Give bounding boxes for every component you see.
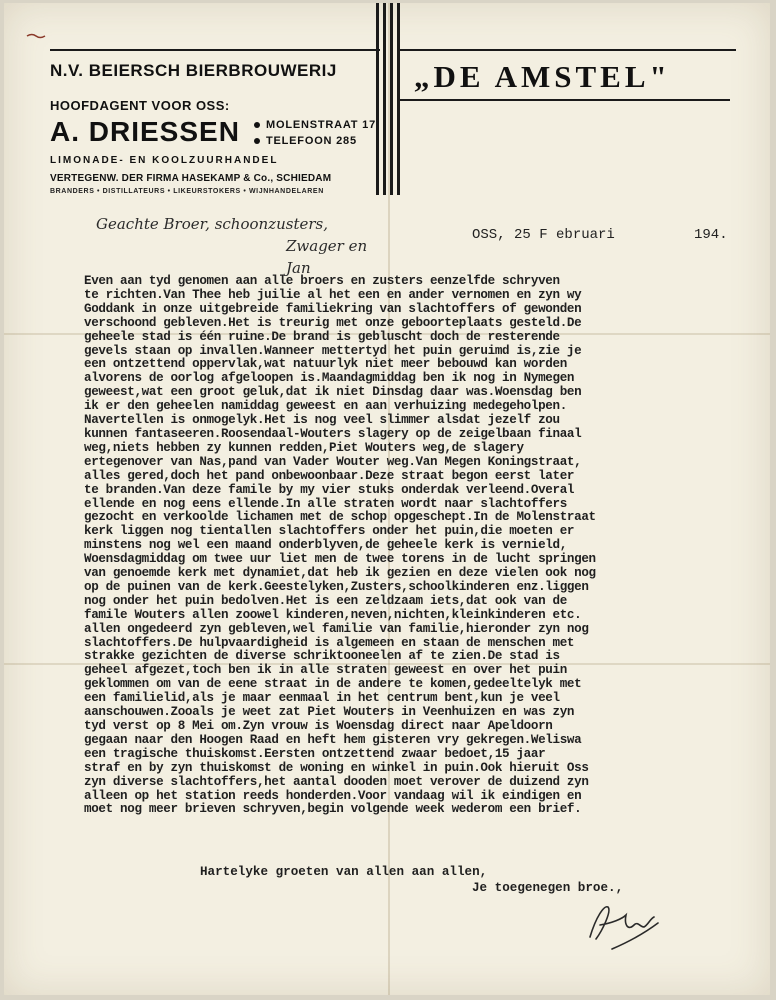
phone-text: TELEFOON 285 [266,135,357,147]
salutation [96,213,376,279]
brand-name: „DE AMSTEL" [414,59,671,94]
body-line: een familielid,als je maar eenmaal in het centrum bent,kun je veel [84,691,560,706]
trade-line: LIMONADE- EN KOOLZUURHANDEL [50,155,279,166]
letter-body [84,275,734,817]
representative-line: VERTEGENW. DER FIRMA HASEKAMP & Co., SCHIEDAM [50,173,332,184]
body-line: een tragische thuiskomst.Eersten ontzettend zwaar bedoet,15 jaar [84,746,546,761]
body-line: alvorens de oorlog afgeloopen is.Maandagmiddag ben ik nog in Nymegen [84,371,575,386]
body-line: alleen op het station reeds honderden.Voor vandaag wil ik eindigen en [84,788,582,803]
body-line: famile Wouters allen zoowel kinderen,neven,nichten,kleinkinderen etc. [84,607,582,622]
letter-sheet [4,3,770,995]
body-line: geheele stad is één ruine.De brand is gebluscht doch de resterende [84,329,560,344]
body-line: nog onder het puin bedolven.Het is een zeldzaam iets,dat ook van de [84,593,567,608]
body-line: strakke gezichten de diverse schriktooneelen af te zien.De stad is [84,649,560,664]
agent-name: A. DRIESSEN [50,116,240,147]
body-line: ik er den geheelen namiddag geweest en aan verhuizing medegeholpen. [84,399,567,414]
body-line: straf en by zyn thuiskomst de woning en winkel in puin.Ook hieruit Oss [84,760,589,775]
ink-mark-icon [26,33,46,39]
body-line: op de puinen van de kerk.Geestelyken,Zusters,schoolkinderen enz.liggen [84,579,589,594]
body-line: Navertellen is onmogelyk.Het is nog veel slimmer alsdat jezelf zou [84,413,560,428]
handwritten-signature [582,897,662,957]
body-line: geweest,wat een groot geluk,dat ik niet Dinsdag daar was.Woensdag ben [84,385,582,400]
agent-label: HOOFDAGENT VOOR OSS: [50,98,230,113]
body-line: gevels staan op invallen.Wanneer mettertyd het puin geruimd is,zie je [84,343,582,358]
bullet-icon [254,122,260,128]
body-line: gegaan naar den Hoogen Raad en heft hem gisteren vry gekregen.Weliswa [84,732,582,747]
bullet-icon [254,138,260,144]
body-line: een ontzettend oppervlak,wat natuurlyk niet meer bebouwd kan worden [84,357,567,372]
body-line: ellende en nog eens ellende.In alle straten wordt naar slachtoffers [84,496,567,511]
body-line: Woensdagmiddag om twee uur liet men de twee torens in de lucht springen [84,552,596,567]
body-line: moet nog meer brieven schryven,begin volgende week wederom een brief. [84,802,582,817]
body-line: kerk liggen nog tientallen slachtoffers onder het puin,die moeten er [84,524,575,539]
body-line: geklommen om van de eene straat in de andere te komen,gedeeltelyk met [84,677,582,692]
body-line: verschoond gebleven.Het is treurig met onze geboorteplaats gesteld.De [84,315,582,330]
body-line: van genoemde kerk met dynamiet,dat heb ik gezien en deze vielen ook nog [84,566,596,581]
body-line: Goddank in onze uitgebreide familiekring van slachtoffers of gewonden [84,301,582,316]
trades-line: BRANDERS • DISTILLATEURS • LIKEURSTOKERS • WIJNHANDELAREN [50,188,324,195]
body-line: te branden.Van deze famile by my vier stuks onderdak verleend.Overal [84,482,575,497]
letterhead-rule-right [400,49,736,51]
body-line: allen ongedeerd zyn gebleven,wel familie van familie,hieronder zyn nog [84,621,589,636]
closing-greeting: Hartelyke groeten van allen aan allen, [200,865,488,879]
body-line: geheel afgezet,toch ben ik in alle straten geweest en over het puin [84,663,567,678]
phone-line [254,135,357,147]
letterhead-rule-left [50,49,380,51]
body-line: aanschouwen.Zooals je weet zat Piet Wouters in Veenhuizen en was zyn [84,705,575,720]
body-line: tyd verst op 8 Mei om.Zyn vrouw is Woensdag direct naar Apeldoorn [84,719,553,733]
address-text: MOLENSTRAAT 17 [266,119,377,131]
address-line [254,119,376,131]
salutation-line-1: Geachte Broer, schoonzusters, [96,215,328,233]
body-line: weg,niets hebben zy kunnen redden,Piet Wouters weg,de slagery [84,440,524,455]
letter-year: 194. [694,227,728,243]
salutation-line-2: Zwager en Jan [286,237,368,277]
letter-date: OSS, 25 F ebruari [472,227,615,243]
letterhead-bars [376,3,400,195]
closing-signoff: Je toegenegen broe., [472,881,624,895]
company-name: N.V. BEIERSCH BIERBROUWERIJ [50,61,337,80]
body-line: te richten.Van Thee heb juilie al het een en ander vernomen en zyn wy [84,287,582,302]
body-line: ertegenover van Nas,pand van Vader Wouter weg.Van Megen Koningstraat, [84,454,582,469]
body-line: zyn diverse slachtoffers,het aantal dooden moet verover de duizend zyn [84,774,589,789]
body-line: minstens nog wel een maand onderblyven,de geheele kerk is vernield, [84,538,567,553]
body-line: kunnen fantaseeren.Roosendaal-Wouters slagery op de zeigelbaan finaal [84,426,582,441]
body-line: alles gered,doch het pand onbewoonbaar.Deze straat begon eerst later [84,468,575,483]
body-line: gezocht en verkoolde lichamen met de schop opgeschept.In de Molenstraat [84,510,596,525]
letterhead-rule-right-lower [400,99,730,101]
body-line: slachtoffers.De hulpvaardigheid is algemeen en staan de menschen met [84,635,575,650]
body-line: Even aan tyd genomen aan alle broers en zusters eenzelfde schryven [84,274,560,288]
